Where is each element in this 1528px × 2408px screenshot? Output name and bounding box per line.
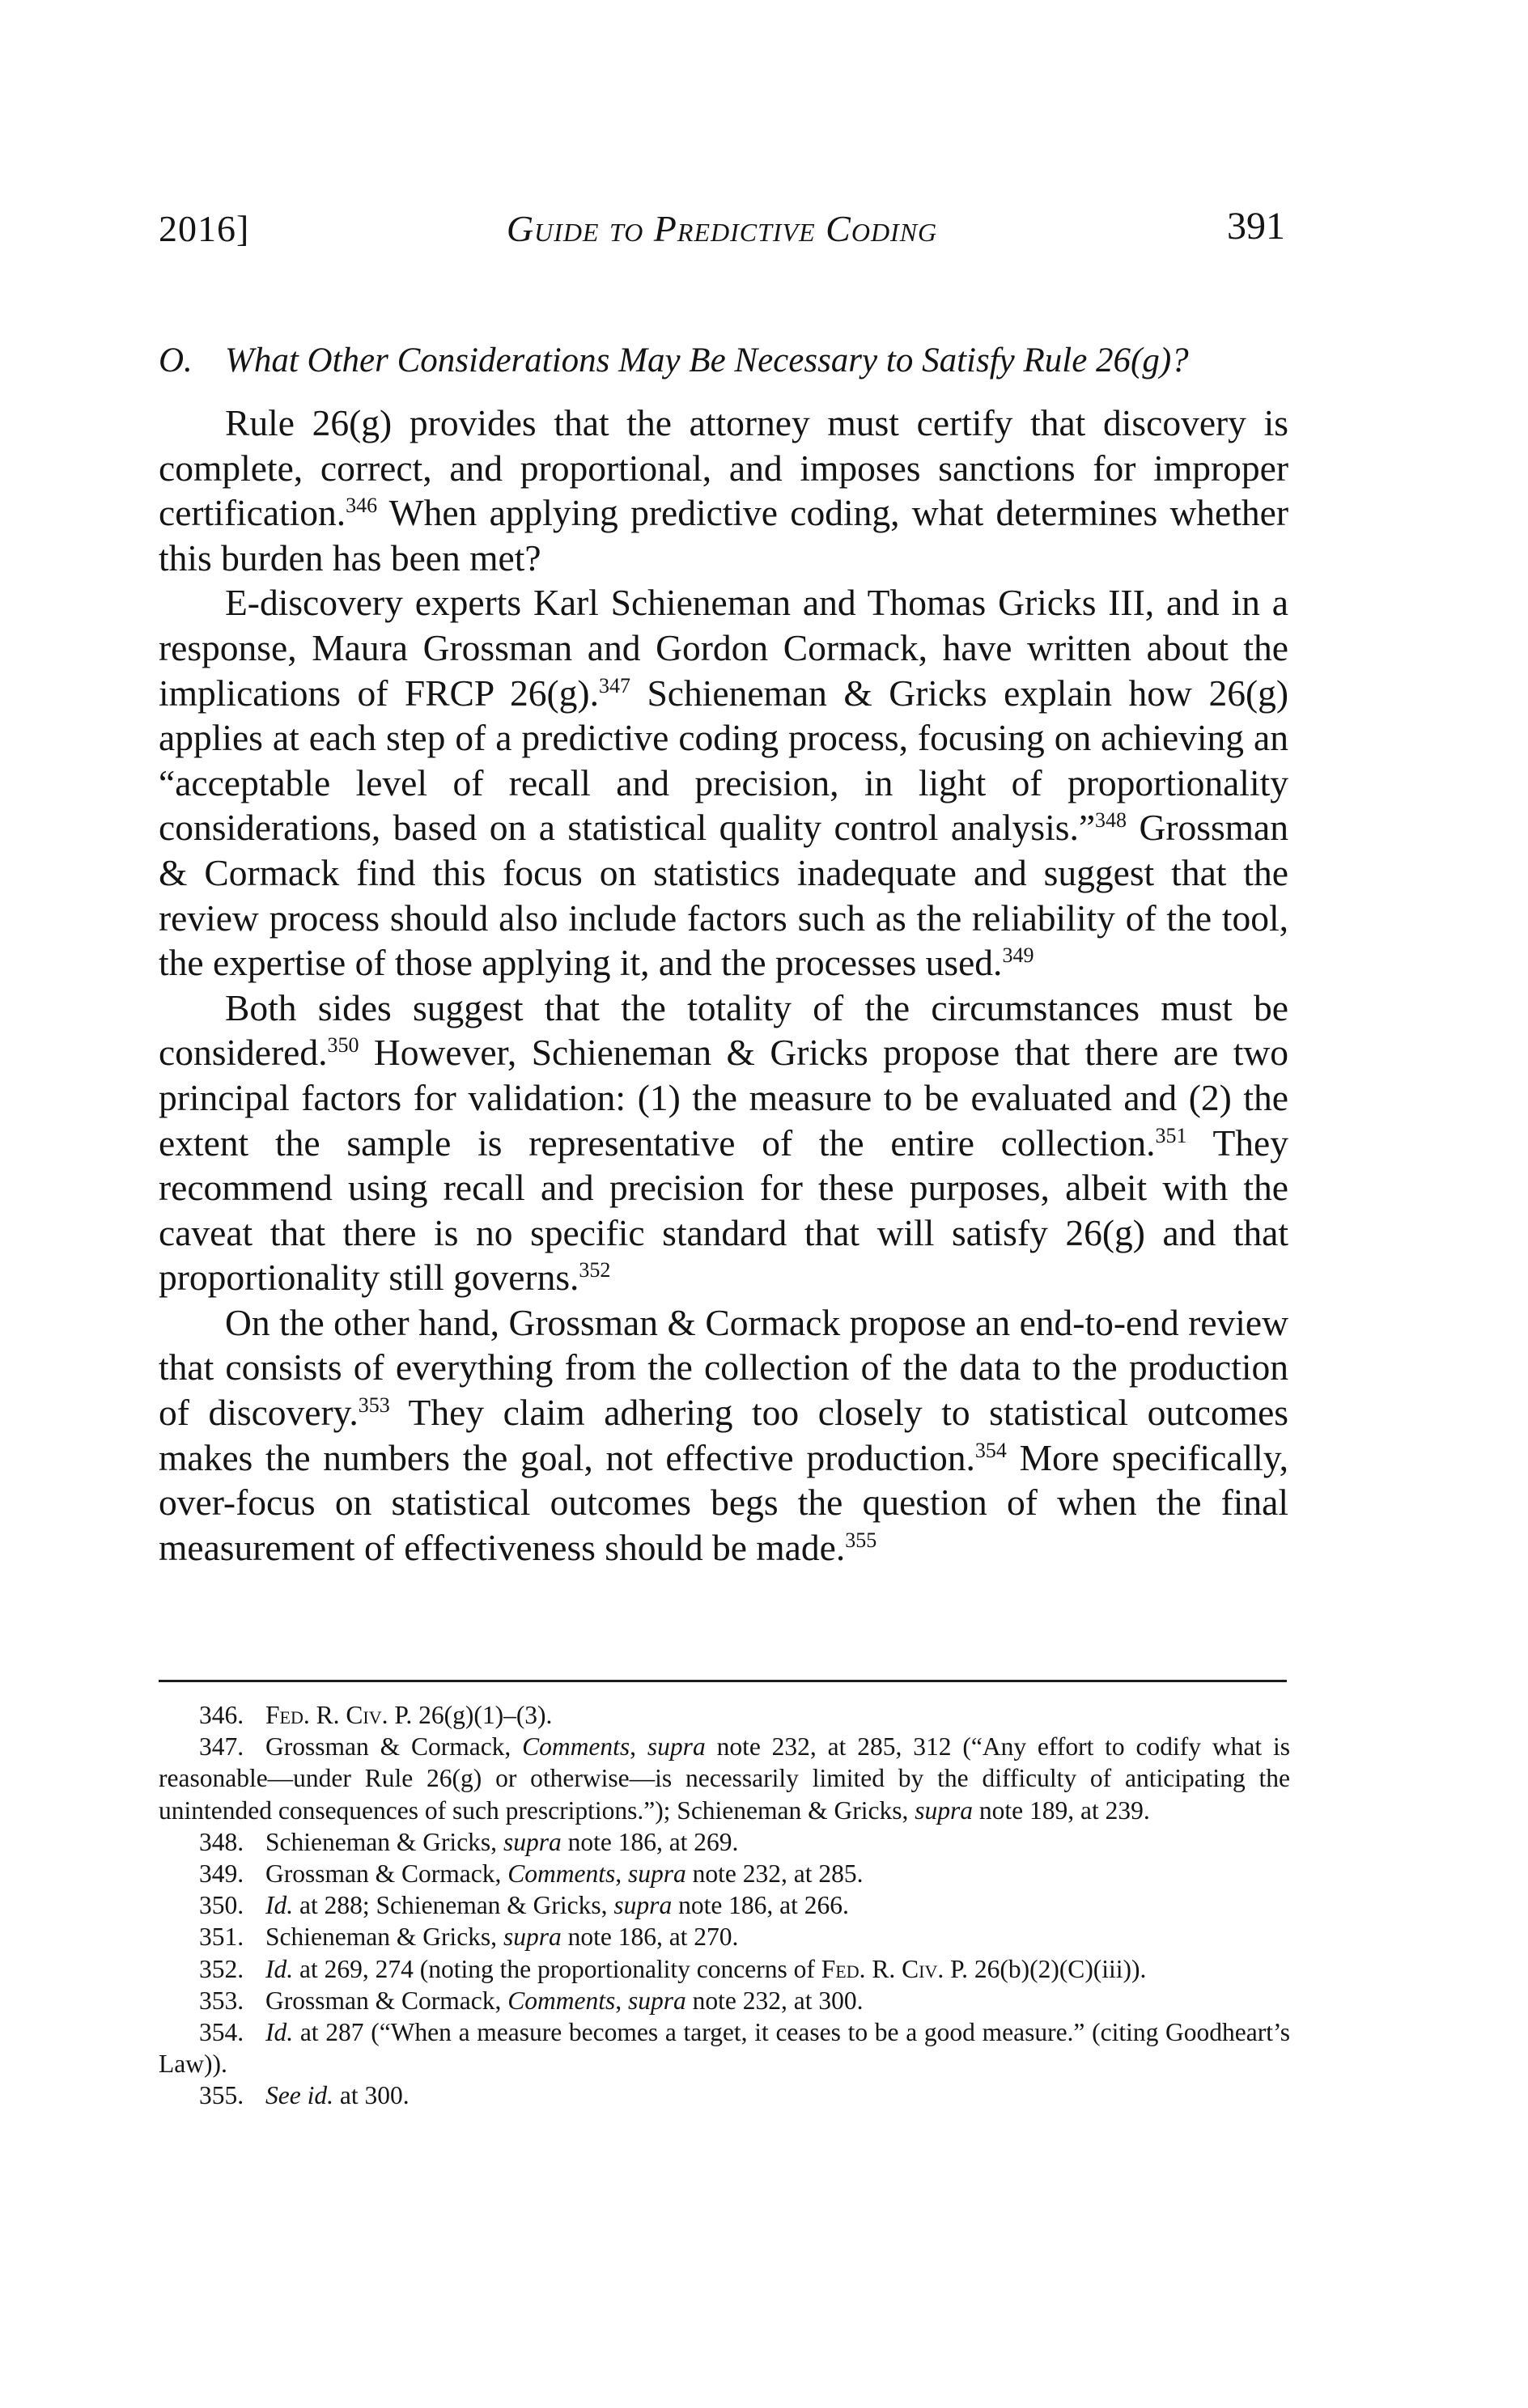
footnote <box>159 2016 1290 2079</box>
footnote <box>159 1731 1290 1826</box>
footnote-number: 352. <box>199 1954 244 1983</box>
footnote-number: 354. <box>199 2018 244 2047</box>
footnote-ref[interactable]: 353 <box>358 1393 390 1418</box>
footnote-ref[interactable]: 347 <box>598 673 630 697</box>
footnote-number: 355. <box>199 2081 244 2110</box>
paragraph-text: When applying predictive coding, what determines whether this burden has been met? <box>159 492 1288 579</box>
footnote <box>159 1953 1290 1985</box>
footnote-number: 350. <box>199 1891 244 1920</box>
footnote-text: , <box>630 1732 647 1761</box>
paragraph-text: Grossman & Cormack find this focus on statistics inadequate and suggest that the review process should also include factors such as the reliability of the tool, the expertise of those applying it, and the processes used. <box>159 807 1288 984</box>
footnote-text: note 189, at 239. <box>973 1795 1150 1825</box>
footnote-text: supra <box>627 1859 686 1889</box>
paragraph-text: They recommend using recall and precision for these purposes, albeit with the caveat that there is no specific standard that will satisfy 26(g) and that proportionality still governs. <box>159 1121 1288 1299</box>
footnote-text: at 300. <box>333 2081 410 2110</box>
footnote-text: Fed. R. Civ. P. <box>265 1701 413 1729</box>
paragraph-text: More specifically, over-focus on statistical outcomes begs the question of when the final measurement of effectiveness should be made. <box>159 1436 1288 1568</box>
footnote <box>159 1985 1290 2016</box>
footnote-text: supra <box>613 1891 673 1920</box>
footnote-text: note 232, at 285, 312 (“Any effort to codify what is reasonable—under Rule 26(g) or otherwise—is necessarily limited by the difficulty of anticipating the unintended consequences of such prescriptions.”); Schieneman & Gricks, <box>159 1732 1290 1825</box>
footnote-text: note 232, at 285. <box>685 1859 864 1889</box>
footnote-text: at 287 (“When a measure becomes a target, it ceases to be a good measure.” (citing Goodheart’s Law)). <box>159 2018 1290 2079</box>
footnote-text: supra <box>503 1827 562 1856</box>
paragraph <box>159 580 1288 985</box>
footnote-ref[interactable]: 352 <box>579 1258 611 1282</box>
footnote-text: Grossman & Cormack, <box>265 1986 508 2015</box>
footnote-text: 26(b)(2)(C)(iii)). <box>967 1954 1147 1983</box>
header-year: 2016] <box>159 208 250 249</box>
footnote-text: supra <box>503 1923 562 1952</box>
footnote-ref[interactable]: 349 <box>1002 943 1034 968</box>
footnote-text: , <box>615 1859 628 1889</box>
paragraph-text: They claim adhering too closely to statistical outcomes makes the numbers the goal, not effective production. <box>159 1392 1288 1478</box>
footnote-number: 347. <box>199 1732 244 1761</box>
paragraph-text: E-discovery experts Karl Schieneman and Thomas Gricks III, and in a response, Maura Grossman and Gordon Cormack, have written about the implications of FRCP 26(g). <box>159 582 1288 714</box>
footnote-text: at 288; Schieneman & Gricks, <box>293 1891 614 1920</box>
footnote-ref[interactable]: 346 <box>346 494 378 518</box>
footnote-number: 348. <box>199 1827 244 1856</box>
paragraph-text: Schieneman & Gricks explain how 26(g) applies at each step of a predictive coding process, focusing on achieving an “acceptable level of recall and precision, in light of proportionality considerations, based on a statistical quality control analysis.” <box>159 672 1288 849</box>
footnote-text: Grossman & Cormack, <box>265 1732 523 1761</box>
paragraph <box>159 986 1288 1300</box>
section-letter: O. <box>159 341 193 379</box>
footnote-text: See id. <box>265 2081 333 2110</box>
footnote-ref[interactable]: 354 <box>974 1438 1007 1462</box>
paragraph-text: Rule 26(g) provides that the attorney must certify that discovery is complete, correct, and proportional, and imposes sanctions for improper certification. <box>159 402 1288 534</box>
paragraph-text: However, Schieneman & Gricks propose that there are two principal factors for validation: (1) the measure to be evaluated and (2) the extent the sample is representative of the entire collection. <box>159 1032 1288 1164</box>
footnote-ref[interactable]: 351 <box>1155 1123 1187 1147</box>
footnote-ref[interactable]: 348 <box>1095 808 1127 833</box>
footnote <box>159 1889 1290 1921</box>
footnote-number: 351. <box>199 1923 244 1952</box>
footnote-text: , <box>615 1986 628 2015</box>
footnote <box>159 2079 1290 2111</box>
footnote <box>159 1699 1290 1731</box>
page-number: 391 <box>1227 205 1285 248</box>
footnote-text: Comments <box>522 1732 630 1761</box>
footnote-text: at 269, 274 (noting the proportionality concerns of <box>293 1954 821 1983</box>
running-header <box>159 199 1285 256</box>
footnote-text: 26(g)(1)–(3). <box>412 1701 553 1729</box>
footnote-ref[interactable]: 355 <box>845 1528 877 1552</box>
section-title: What Other Considerations May Be Necessary to Satisfy Rule 26(g)? <box>225 341 1189 379</box>
footnote <box>159 1826 1290 1858</box>
footnote-ref[interactable]: 350 <box>327 1033 359 1058</box>
footnote-text: note 186, at 269. <box>561 1827 739 1856</box>
footnote <box>159 1858 1290 1889</box>
footnote-text: Comments <box>507 1986 616 2015</box>
footnote-text: supra <box>647 1732 706 1761</box>
footnote-divider <box>159 1680 1287 1682</box>
header-journal-title: Guide to Predictive Coding <box>506 208 938 249</box>
footnote-text: Id. <box>265 1954 294 1983</box>
footnote-text: Grossman & Cormack, <box>265 1859 508 1889</box>
footnote-number: 353. <box>199 1986 244 2015</box>
footnote <box>159 1921 1290 1952</box>
footnote-text: note 232, at 300. <box>685 1986 864 2015</box>
footnote-text: Id. <box>265 1891 294 1920</box>
footnote-text: supra <box>915 1795 974 1825</box>
body-text <box>159 401 1288 1570</box>
section-heading <box>159 338 1292 384</box>
footnote-text: Comments <box>507 1859 616 1889</box>
paragraph <box>159 401 1288 580</box>
footnote-text: Schieneman & Gricks, <box>265 1827 503 1856</box>
footnote-text: note 186, at 266. <box>672 1891 849 1920</box>
footnote-text: Fed. R. Civ. P. <box>821 1954 968 1983</box>
footnote-text: Id. <box>265 2018 294 2047</box>
footnote-number: 346. <box>199 1701 244 1729</box>
footnote-text: note 186, at 270. <box>561 1923 739 1952</box>
footnotes <box>159 1699 1290 2112</box>
footnote-text: Schieneman & Gricks, <box>265 1923 503 1952</box>
paragraph-text: Both sides suggest that the totality of the circumstances must be considered. <box>159 986 1288 1074</box>
footnote-number: 349. <box>199 1859 244 1889</box>
paragraph <box>159 1300 1288 1571</box>
paragraph-text: On the other hand, Grossman & Cormack propose an end-to-end review that consists of everything from the collection of the data to the production of discovery. <box>159 1301 1288 1434</box>
footnote-text: supra <box>627 1986 686 2015</box>
